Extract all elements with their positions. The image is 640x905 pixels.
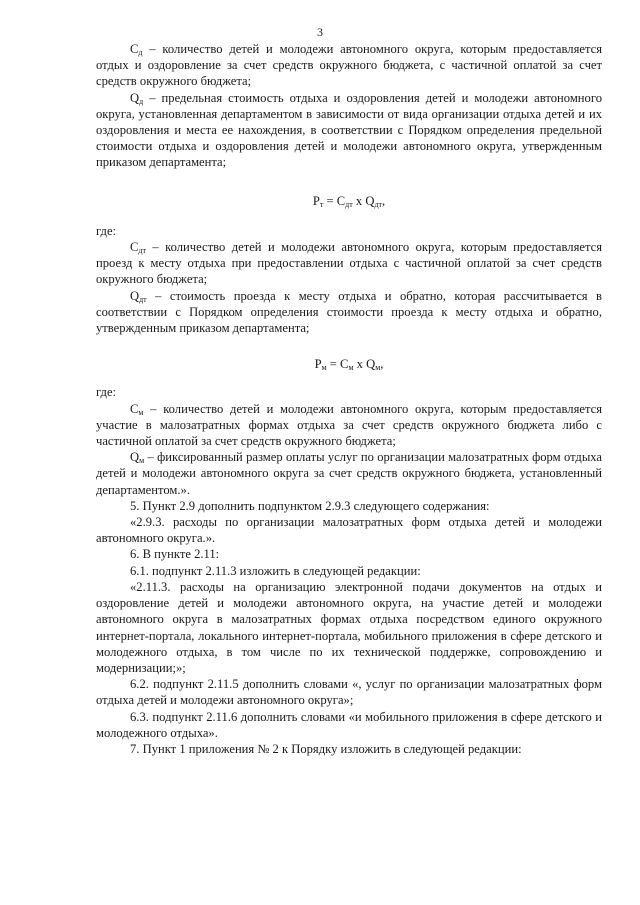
item-6-2: 6.2. подпункт 2.11.5 дополнить словами «, услуг по организации малозатратных форм отдыха детей и молодежи автономного округа»; — [96, 677, 602, 708]
where-label-1: где: — [96, 223, 117, 238]
item-6-3: 6.3. подпункт 2.11.6 дополнить словами «и мобильного приложения в сфере детского и молодежного отдыха». — [96, 709, 602, 740]
item-5: 5. Пункт 2.9 дополнить подпунктом 2.9.3 следующего содержания: — [130, 498, 490, 513]
formula-low-cost: $Р_м = С_м$ х $Q_м$, — [314, 357, 384, 373]
definition-q-d: $Q_д$ – предельная стоимость отдыха и оздоровления детей и молодежи автономного округа, установленная департаментом в зависимости от вида организации отдыха детей и их оздоровления и места ее нахождения, в соответствии с Порядком определения предельной стоимости отдыха и оздоровления детей и молодежи автономного округа, утвержденным приказом департамента; — [96, 90, 602, 170]
item-6: 6. В пункте 2.11: — [130, 547, 220, 562]
definition-q-m: $Q_м$ – фиксированный размер оплаты услуг по организации малозатратных форм отдыха детей и молодежи автономного округа за счет средств окружного бюджета, установленный департаментом.». — [96, 450, 602, 497]
item-2-11-3: «2.11.3. расходы на организацию электронной подачи документов на отдых и оздоровление детей и молодежи автономного округа, на участие детей и молодежи автономного округа в малозатратных формах отдыха посредством единого окружного интернет-портала, локального интернет-портала, мобильного приложения в сфере детского и молодежного отдыха, в том числе по их технической поддержке, сопровождению и модернизации;»; — [96, 579, 602, 675]
document-body — [96, 41, 602, 757]
page-number: 3 — [317, 25, 323, 39]
item-6-1: 6.1. подпункт 2.11.3 изложить в следующей редакции: — [130, 563, 421, 578]
item-7: 7. Пункт 1 приложения № 2 к Порядку изложить в следующей редакции: — [130, 741, 522, 756]
formula-transport: $Р_т = С_{дт}$ х $Q_{дт}$, — [312, 193, 386, 209]
definition-q-dt: $Q_{дт}$ – стоимость проезда к месту отдыха и обратно, которая рассчитывается в соответствии с Порядком определения стоимости проезда к месту отдыха и обратно, утвержденным приказом департамента; — [96, 288, 602, 336]
definition-c-m: $С_м$ – количество детей и молодежи автономного округа, которым предоставляется участие в малозатратных формах отдыха за счет средств окружного бюджета либо с частичной оплатой за счет средств окружного бюджета; — [96, 401, 602, 449]
item-2-9-3: «2.9.3. расходы по организации малозатратных форм отдыха детей и молодежи автономного округа.». — [96, 515, 602, 546]
where-label-2: где: — [96, 385, 117, 400]
definition-c-dt: $С_{дт}$ – количество детей и молодежи автономного округа, которым предоставляется проезд к месту отдыха при предоставлении отдыха с частичной оплатой за счет средств окружного бюджета; — [96, 240, 602, 287]
definition-c-d: $С_д$ – количество детей и молодежи автономного округа, которым предоставляется отдых и оздоровление за счет средств окружного бюджета, с частичной оплатой за счет средств окружного бюджета; — [96, 42, 602, 89]
